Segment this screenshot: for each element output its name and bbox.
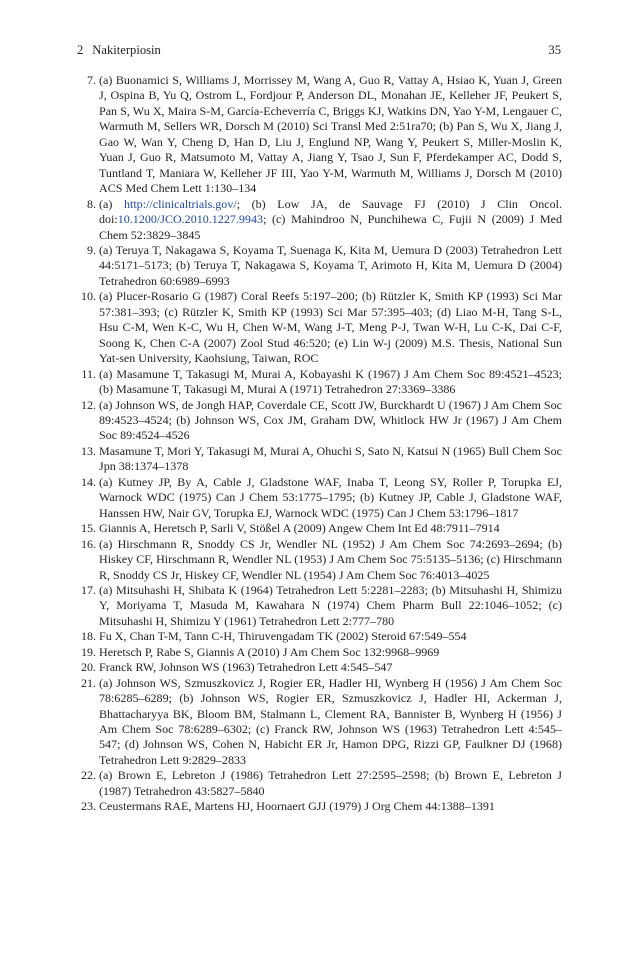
reference-number: 9.	[86, 242, 96, 257]
reference-number: 15.	[80, 521, 96, 536]
reference-text: (a) Mitsuhashi H, Shibata K (1964) Tetrahedron Lett 5:2281–2283; (b) Mitsuhashi H, Shimizu Y, Moriyama T, Masuda M, Kawahara N (1974) Chem Pharm Bull 22:1046–1052; (c) Mitsuhashi H, Shimizu Y (1961) Tetrahedron Lett 2:777–780	[99, 582, 562, 628]
reference-number: 17.	[80, 582, 96, 597]
reference-number: 21.	[80, 675, 96, 690]
reference-text: (a) Hirschmann R, Snoddy CS Jr, Wendler NL (1952) J Am Chem Soc 74:2693–2694; (b) Hiskey CF, Hirschmann R, Wendler NL (1953) J Am Chem Soc 75:5135–5136; (c) Hirschmann R, Snoddy CS Jr, Hiskey CF, Wendler NL (1954) J Am Chem Soc 76:4013–4025	[99, 536, 562, 582]
reference-item	[77, 660, 562, 675]
reference-number: 8.	[86, 196, 96, 211]
reference-text: Giannis A, Heretsch P, Sarli V, Stößel A (2009) Angew Chem Int Ed 48:7911–7914	[99, 521, 500, 536]
reference-number: 11.	[81, 366, 96, 381]
reference-item	[77, 583, 562, 629]
reference-item	[77, 197, 562, 243]
doi-link[interactable]: 10.1200/JCO.2010.1227.9943	[117, 212, 263, 227]
reference-text: (a) Johnson WS, de Jongh HAP, Coverdale CE, Scott JW, Burckhardt U (1967) J Am Chem Soc 89:4523–4524; (b) Johnson WS, Cox JM, Graham DW, Whitlock HW Jr (1967) J Am Chem Soc 89:4524–4526	[99, 397, 562, 443]
chapter-title: Nakiterpiosin	[92, 43, 161, 57]
reference-text: Franck RW, Johnson WS (1963) Tetrahedron Lett 4:545–547	[99, 660, 393, 675]
reference-item	[77, 768, 562, 799]
reference-text: Ceustermans RAE, Martens HJ, Hoornaert GJJ (1979) J Org Chem 44:1388–1391	[99, 799, 495, 814]
running-header	[77, 43, 561, 58]
reference-text: (a) Plucer-Rosario G (1987) Coral Reefs 5:197–200; (b) Rützler K, Smith KP (1993) Sci Mar 57:381–393; (c) Rützler K, Smith KP (1993) Sci Mar 57:395–403; (d) Liao M-H, Tang S-L, Hsu C-M, Wen K-C, Wu H, Chen W-M, Wang J-T, Meng P-J, Twan W-H, Lu C-K, Dai C-F, Soong K, Chen C-A (2007) Zool Stud 46:520; (e) Lin W-j (2009) M.S. Thesis, National Sun Yat-sen University, Kaohsiung, Taiwan, ROC	[99, 289, 562, 366]
reference-text: (a) Masamune T, Takasugi M, Murai A, Kobayashi K (1967) J Am Chem Soc 89:4521–4523; (b) Masamune T, Takasugi M, Murai A (1971) Tetrahedron 27:3369–3386	[99, 366, 562, 397]
reference-item	[77, 645, 562, 660]
reference-text: (a) Brown E, Lebreton J (1986) Tetrahedron Lett 27:2595–2598; (b) Brown E, Lebreton J (1987) Tetrahedron 43:5827–5840	[99, 768, 562, 798]
reference-item	[77, 629, 562, 644]
reference-item	[77, 475, 562, 521]
reference-text: (a) http://clinicaltrials.gov/; (b) Low JA, de Sauvage FJ (2010) J Clin Oncol. doi:10.1200/JCO.2010.1227.9943; (c) Mahindroo N, Punchihewa C, Fujii N (2009) J Med Chem 52:3829–3845	[99, 196, 562, 242]
reference-number: 20.	[80, 660, 96, 675]
reference-item	[77, 521, 562, 536]
reference-text: (a) Buonamici S, Williams J, Morrissey M, Wang A, Guo R, Vattay A, Hsiao K, Yuan J, Green J, Ospina B, Yu Q, Ostrom L, Fordjour P, Anderson DL, Monahan JE, Kelleher JF, Peukert S, Pan S, Wu X, Maira S-M, García-Echeverría C, Briggs KJ, Watkins DN, Yao Y-M, Lengauer C, Warmuth M, Sellers WR, Dorsch M (2010) Sci Transl Med 2:51ra70; (b) Pan S, Wu X, Jiang J, Gao W, Wan Y, Cheng D, Han D, Liu J, Englund NP, Wang Y, Peukert S, Miller-Moslin K, Yuan J, Guo R, Matsumoto M, Vattay A, Jiang Y, Tsao J, Sun F, Pferdekamper AC, Dodd S, Tuntland T, Maniara W, Kelleher JF III, Yao Y-M, Warmuth M, Williams J, Dorsch M (2010) ACS Med Chem Lett 1:130–134	[99, 73, 562, 196]
reference-text: (a) Johnson WS, Szmuszkovicz J, Rogier ER, Hadler HI, Wynberg H (1956) J Am Chem Soc 78:6285–6289; (b) Johnson WS, Rogier ER, Szmuszkovicz J, Hadler HI, Ackerman J, Bhattacharyya BK, Bloom BM, Stalmann L, Clement RA, Bannister B, Wynberg H (1956) J Am Chem Soc 78:6289–6302; (c) Franck RW, Johnson WS (1963) Tetrahedron Lett 4:545–547; (d) Johnson WS, Cohen N, Habicht ER Jr, Hamon DPG, Rizzi GP, Faulkner DJ (1968) Tetrahedron Lett 9:2829–2833	[99, 675, 562, 767]
reference-number: 16.	[80, 536, 96, 551]
reference-number: 10.	[80, 289, 96, 304]
reference-item	[77, 73, 562, 197]
reference-item	[77, 537, 562, 583]
reference-text: Heretsch P, Rabe S, Giannis A (2010) J Am Chem Soc 132:9968–9969	[99, 644, 440, 659]
reference-number: 19.	[80, 644, 96, 659]
reference-item	[77, 367, 562, 398]
reference-number: 7.	[86, 73, 96, 87]
reference-list	[77, 73, 562, 815]
reference-item	[77, 289, 562, 366]
reference-item	[77, 444, 562, 475]
reference-text: Masamune T, Mori Y, Takasugi M, Murai A, Ohuchi S, Sato N, Katsui N (1965) Bull Chem Soc Jpn 38:1374–1378	[99, 443, 562, 474]
reference-number: 14.	[80, 474, 96, 489]
reference-number: 12.	[80, 397, 96, 412]
page-number: 35	[548, 43, 561, 57]
reference-item	[77, 243, 562, 289]
chapter-number: 2	[77, 43, 84, 57]
reference-number: 18.	[80, 629, 96, 644]
reference-number: 13.	[80, 443, 96, 458]
reference-item	[77, 676, 562, 769]
reference-number: 23.	[80, 799, 96, 814]
clinicaltrials-link[interactable]: http://clinicaltrials.gov/	[123, 196, 237, 211]
running-header-left	[77, 43, 161, 58]
reference-item	[77, 799, 562, 814]
reference-number: 22.	[80, 768, 96, 783]
reference-text: Fu X, Chan T-M, Tann C-H, Thiruvengadam TK (2002) Steroid 67:549–554	[99, 629, 467, 644]
reference-text: (a) Kutney JP, By A, Cable J, Gladstone WAF, Inaba T, Leong SY, Roller P, Torupka EJ, Warnock WDC (1975) Can J Chem 53:1775–1795; (b) Kutney JP, Cable J, Gladstone WAF, Hanssen HW, Nair GV, Torupka EJ, Warnock WDC (1975) Can J Chem 53:1796–1817	[99, 474, 562, 520]
reference-text: (a) Teruya T, Nakagawa S, Koyama T, Suenaga K, Kita M, Uemura D (2003) Tetrahedron Lett 44:5171–5173; (b) Teruya T, Nakagawa S, Koyama T, Arimoto H, Kita M, Uemura D (2004) Tetrahedron 60:6989–6993	[99, 242, 562, 288]
reference-item	[77, 398, 562, 444]
